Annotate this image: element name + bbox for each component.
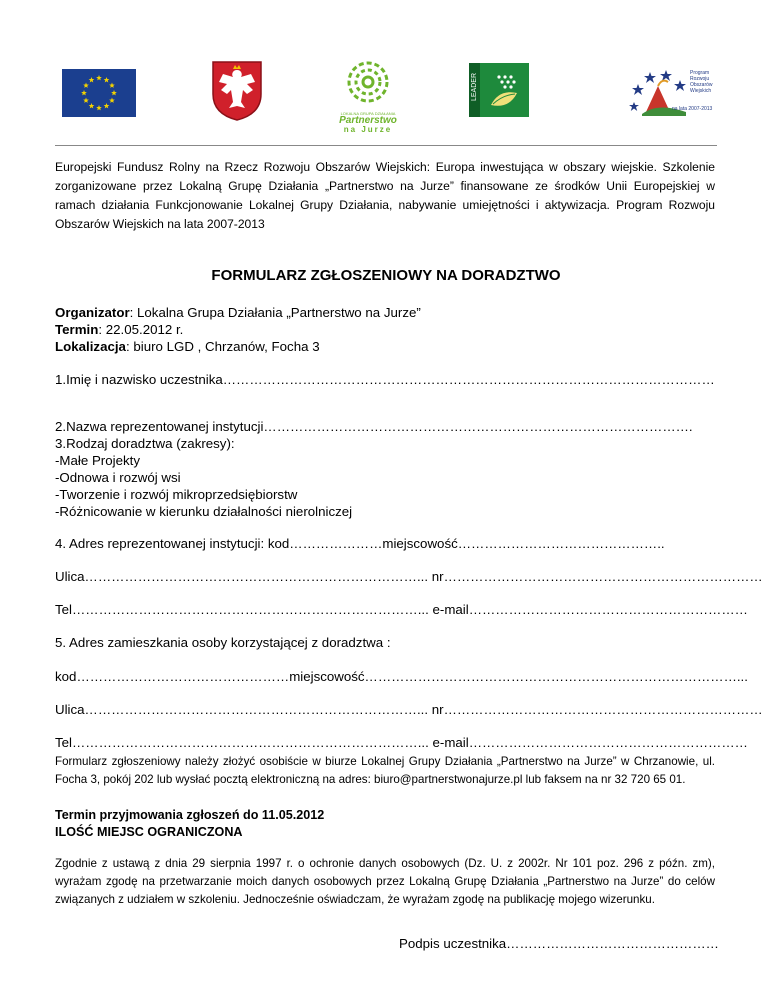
lgd-caption: LOKALNA GRUPA DZIAŁANIA [340,111,396,116]
limited-places-notice: ILOŚĆ MIEJSC OGRANICZONA [55,825,243,839]
lgd-partnerstwo-logo [333,60,403,132]
advisory-option-diversification: -Różnicowanie w kierunku działalności nierolniczej [55,504,353,519]
lgd-name-1: Partnerstwo [339,115,397,126]
organizer-label: Organizator [55,305,130,320]
eu-flag-logo [62,69,136,117]
data-consent-text: Zgodnie z ustawą z dnia 29 sierpnia 1997 r. o ochronie danych osobowych (Dz. U. z 2002r. Nr 101 poz. 296 z późn. zm), wyrażam zgodę na przetwarzanie moich danych osobowych przez Lokalną Grupę Działania „Partnerstwo na Jurze” do celów związanych z udziałem w szkoleniu. Jednocześnie oświadczam, że wyrażam zgodę na publikację mojego wizerunku. [55,857,715,906]
field-residence-code-city[interactable]: kod…………………………………………miejscowość…………………………………………………………………………... [55,669,748,684]
prow-line-2: Rozwoju [690,76,710,82]
header-divider [55,145,717,146]
prow-logo [628,62,730,118]
prow-line-4: Wiejskich [690,88,712,94]
page-title: FORMULARZ ZGŁOSZENIOWY NA DORADZTWO [211,267,561,284]
residence-address-heading: 5. Adres zamieszkania osoby korzystającej z doradztwa : [55,635,391,650]
prow-line-1: Program [690,70,710,76]
event-info [55,304,715,355]
location-label: Lokalizacja [55,339,126,354]
logo-bar [0,0,768,140]
field-participant-name[interactable]: 1.Imię i nazwisko uczestnika………………………………………………………………………………………………… [55,372,715,387]
field-institution-address[interactable]: 4. Adres reprezentowanej instytucji: kod…………………miejscowość……………………………………….. [55,536,665,551]
field-institution-phone-email[interactable]: Tel……………………………………………………………………... e-mail……………………………………………………… [55,602,748,617]
advisory-option-small-projects: -Małe Projekty [55,453,140,468]
organizer-line [55,304,715,321]
date-line [55,321,715,338]
lgd-name-2: na Jurze [343,125,393,134]
field-residence-street[interactable]: Ulica…………………………………………………………………... nr……………………………………………………………… [55,702,763,717]
coat-of-arms-logo [211,60,263,122]
field-residence-phone-email[interactable]: Tel……………………………………………………………………... e-mail……………………………………………………… [55,735,748,750]
date-label: Termin [55,322,99,337]
leader-logo [469,63,529,117]
location-line [55,338,715,355]
date-value: : 22.05.2012 r. [98,322,184,337]
advisory-option-village-renewal: -Odnowa i rozwój wsi [55,470,181,485]
field-institution-name[interactable]: 2.Nazwa reprezentowanej instytucji……………………………………………………………………………………. [55,419,693,434]
funding-header-text: Europejski Fundusz Rolny na Rzecz Rozwoju Obszarów Wiejskich: Europa inwestująca w obszary wiejskie. Szkolenie zorganizowane przez Lokalną Grupę Działania „Partnerstwo na Jurze” finansowane ze środków Unii Europejskiej w ramach działania Funkcjonowanie Lokalnej Grupy Działania, nabywanie umiejętności i aktywizacja. Program Rozwoju Obszarów Wiejskich na lata 2007-2013 [55,160,715,231]
advisory-scope-heading: 3.Rodzaj doradztwa (zakresy): [55,436,235,451]
deadline-notice: Termin przyjmowania zgłoszeń do 11.05.2012 [55,808,325,822]
submission-instructions: Formularz zgłoszeniowy należy złożyć osobiście w biurze Lokalnej Grupy Działania „Partnerstwo na Jurze” w Chrzanowie, ul. Focha 3, pokój 202 lub wysłać pocztą elektroniczną na adres: biuro@partnerstwonajurze.pl lub faksem na nr 32 720 65 01. [55,755,715,786]
prow-line-3: Obszarów [690,82,713,88]
organizer-value: : Lokalna Grupa Działania „Partnerstwo na Jurze” [129,305,421,320]
prow-line-5: na lata 2007-2013 [672,106,713,112]
field-institution-street[interactable]: Ulica…………………………………………………………………... nr……………………………………………………………… [55,569,763,584]
location-value: : biuro LGD , Chrzanów, Focha 3 [125,339,320,354]
signature-field[interactable]: Podpis uczestnika………………………………………… [399,936,719,951]
shell-icon [333,60,403,106]
leader-text: LEADER [471,72,478,101]
advisory-option-micro-enterprises: -Tworzenie i rozwój mikroprzedsiębiorstw [55,487,298,502]
